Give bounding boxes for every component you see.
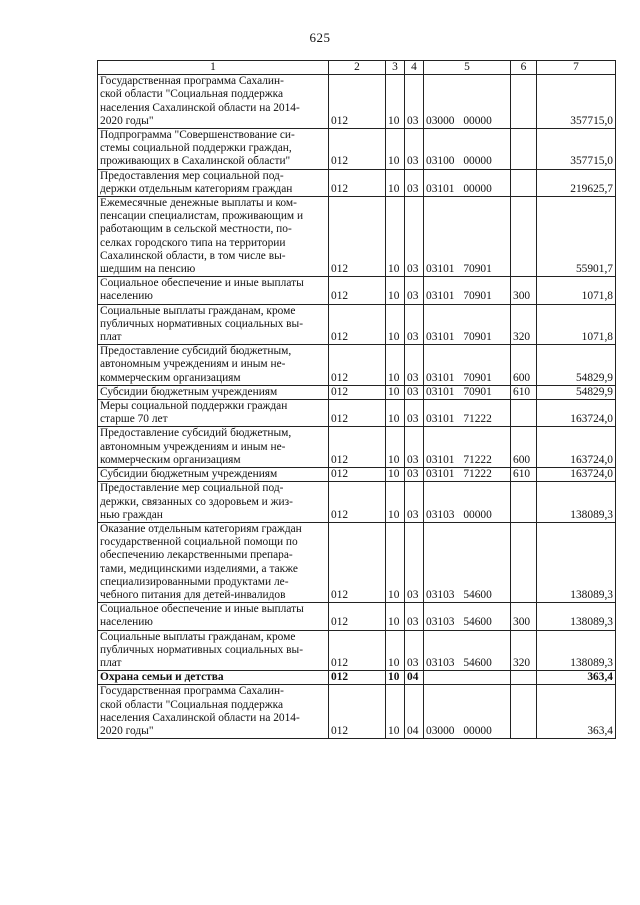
section-cell: 10: [386, 468, 405, 482]
target-article-cell: 03101 71222: [424, 400, 511, 427]
table-row: [98, 75, 616, 129]
section-cell: 10: [386, 482, 405, 523]
amount-cell: 363,4: [537, 671, 616, 685]
section-cell: 10: [386, 75, 405, 129]
amount-cell: 357715,0: [537, 129, 616, 170]
header-col-5: 5: [424, 61, 511, 75]
subsection-cell: 03: [405, 385, 424, 399]
target-article-cell: 03101 70901: [424, 304, 511, 345]
table-row: [98, 522, 616, 602]
section-cell: 10: [386, 427, 405, 468]
subsection-cell: 03: [405, 169, 424, 196]
amount-cell: 219625,7: [537, 169, 616, 196]
ministry-code-cell: 012: [329, 169, 386, 196]
row-name-cell: Подпрограмма "Совершенствование си- стемы социальной поддержки граждан, проживающих в Сахалинской области": [98, 129, 329, 170]
header-col-7: 7: [537, 61, 616, 75]
subsection-cell: 03: [405, 75, 424, 129]
expense-type-cell: 600: [511, 427, 537, 468]
amount-cell: 138089,3: [537, 522, 616, 602]
header-col-6: 6: [511, 61, 537, 75]
amount-cell: 1071,8: [537, 304, 616, 345]
table-row: [98, 304, 616, 345]
target-article-cell: 03103 54600: [424, 630, 511, 671]
row-name-cell: Оказание отдельным категориям граждан государственной социальной помощи по обеспечению лекарственными препара- тами, медицинскими изделиями, а также специализированными продуктами ле- чебного питания для детей-инвалидов: [98, 522, 329, 602]
target-article-cell: [424, 671, 511, 685]
section-cell: 10: [386, 603, 405, 630]
subsection-cell: 04: [405, 685, 424, 739]
header-col-4: 4: [405, 61, 424, 75]
target-article-cell: 03101 70901: [424, 197, 511, 277]
row-name-cell: Охрана семьи и детства: [98, 671, 329, 685]
target-article-cell: 03103 00000: [424, 482, 511, 523]
target-article-cell: 03101 71222: [424, 427, 511, 468]
subsection-cell: 03: [405, 129, 424, 170]
section-cell: 10: [386, 385, 405, 399]
amount-cell: 54829,9: [537, 345, 616, 386]
amount-cell: 163724,0: [537, 427, 616, 468]
table-row: [98, 685, 616, 739]
amount-cell: 138089,3: [537, 630, 616, 671]
table-row: [98, 427, 616, 468]
row-name-cell: Социальные выплаты гражданам, кроме публичных нормативных социальных вы- плат: [98, 630, 329, 671]
budget-table: [97, 60, 616, 739]
expense-type-cell: [511, 671, 537, 685]
row-name-cell: Социальное обеспечение и иные выплаты населению: [98, 277, 329, 304]
target-article-cell: 03101 70901: [424, 277, 511, 304]
section-cell: 10: [386, 345, 405, 386]
expense-type-cell: 300: [511, 277, 537, 304]
target-article-cell: 03100 00000: [424, 129, 511, 170]
amount-cell: 363,4: [537, 685, 616, 739]
ministry-code-cell: 012: [329, 468, 386, 482]
amount-cell: 55901,7: [537, 197, 616, 277]
ministry-code-cell: 012: [329, 482, 386, 523]
table-row: [98, 482, 616, 523]
subsection-cell: 03: [405, 482, 424, 523]
ministry-code-cell: 012: [329, 427, 386, 468]
row-name-cell: Предоставление мер социальной под- держки, связанных со здоровьем и жиз- нью граждан: [98, 482, 329, 523]
header-col-1: 1: [98, 61, 329, 75]
target-article-cell: 03101 70901: [424, 385, 511, 399]
row-name-cell: Предоставление субсидий бюджетным, автономным учреждениям и иным не- коммерческим организациям: [98, 345, 329, 386]
expense-type-cell: 600: [511, 345, 537, 386]
expense-type-cell: 300: [511, 603, 537, 630]
expense-type-cell: [511, 400, 537, 427]
target-article-cell: 03103 54600: [424, 522, 511, 602]
amount-cell: 138089,3: [537, 482, 616, 523]
row-name-cell: Меры социальной поддержки граждан старше 70 лет: [98, 400, 329, 427]
header-col-3: 3: [386, 61, 405, 75]
section-cell: 10: [386, 197, 405, 277]
ministry-code-cell: 012: [329, 385, 386, 399]
header-col-2: 2: [329, 61, 386, 75]
expense-type-cell: [511, 75, 537, 129]
ministry-code-cell: 012: [329, 197, 386, 277]
table-row: [98, 277, 616, 304]
amount-cell: 1071,8: [537, 277, 616, 304]
subsection-cell: 03: [405, 197, 424, 277]
subsection-cell: 04: [405, 671, 424, 685]
section-cell: 10: [386, 277, 405, 304]
ministry-code-cell: 012: [329, 685, 386, 739]
table-row: [98, 169, 616, 196]
amount-cell: 357715,0: [537, 75, 616, 129]
expense-type-cell: [511, 197, 537, 277]
ministry-code-cell: 012: [329, 129, 386, 170]
row-name-cell: Социальное обеспечение и иные выплаты населению: [98, 603, 329, 630]
table-row: [98, 630, 616, 671]
target-article-cell: 03000 00000: [424, 685, 511, 739]
target-article-cell: 03103 54600: [424, 603, 511, 630]
ministry-code-cell: 012: [329, 345, 386, 386]
expense-type-cell: 610: [511, 468, 537, 482]
ministry-code-cell: 012: [329, 603, 386, 630]
header-row: [98, 61, 616, 75]
row-name-cell: Предоставление субсидий бюджетным, автономным учреждениям и иным не- коммерческим организациям: [98, 427, 329, 468]
subsection-cell: 03: [405, 630, 424, 671]
expense-type-cell: [511, 129, 537, 170]
ministry-code-cell: 012: [329, 522, 386, 602]
row-name-cell: Субсидии бюджетным учреждениям: [98, 468, 329, 482]
page-number: 625: [309, 30, 331, 45]
table-row: [98, 385, 616, 399]
expense-type-cell: [511, 169, 537, 196]
section-cell: 10: [386, 129, 405, 170]
subsection-cell: 03: [405, 468, 424, 482]
row-name-cell: Субсидии бюджетным учреждениям: [98, 385, 329, 399]
amount-cell: 54829,9: [537, 385, 616, 399]
amount-cell: 163724,0: [537, 400, 616, 427]
table-row: [98, 197, 616, 277]
ministry-code-cell: 012: [329, 75, 386, 129]
table-row: [98, 603, 616, 630]
expense-type-cell: [511, 482, 537, 523]
amount-cell: 138089,3: [537, 603, 616, 630]
section-cell: 10: [386, 630, 405, 671]
subsection-cell: 03: [405, 427, 424, 468]
ministry-code-cell: 012: [329, 277, 386, 304]
target-article-cell: 03101 71222: [424, 468, 511, 482]
table-row: [98, 129, 616, 170]
subsection-cell: 03: [405, 603, 424, 630]
subsection-cell: 03: [405, 304, 424, 345]
row-name-cell: Социальные выплаты гражданам, кроме публичных нормативных социальных вы- плат: [98, 304, 329, 345]
ministry-code-cell: 012: [329, 304, 386, 345]
row-name-cell: Государственная программа Сахалин- ской области "Социальная поддержка населения Сахалинской области на 2014- 2020 годы": [98, 75, 329, 129]
expense-type-cell: 610: [511, 385, 537, 399]
table-row: [98, 468, 616, 482]
row-name-cell: Государственная программа Сахалин- ской области "Социальная поддержка населения Сахалинской области на 2014- 2020 годы": [98, 685, 329, 739]
target-article-cell: 03101 70901: [424, 345, 511, 386]
subsection-cell: 03: [405, 277, 424, 304]
table-row: [98, 671, 616, 685]
expense-type-cell: 320: [511, 304, 537, 345]
expense-type-cell: [511, 685, 537, 739]
ministry-code-cell: 012: [329, 400, 386, 427]
expense-type-cell: [511, 522, 537, 602]
expense-type-cell: 320: [511, 630, 537, 671]
ministry-code-cell: 012: [329, 671, 386, 685]
amount-cell: 163724,0: [537, 468, 616, 482]
table-row: [98, 400, 616, 427]
section-cell: 10: [386, 304, 405, 345]
section-cell: 10: [386, 685, 405, 739]
ministry-code-cell: 012: [329, 630, 386, 671]
section-cell: 10: [386, 400, 405, 427]
subsection-cell: 03: [405, 522, 424, 602]
subsection-cell: 03: [405, 400, 424, 427]
section-cell: 10: [386, 671, 405, 685]
target-article-cell: 03101 00000: [424, 169, 511, 196]
row-name-cell: Предоставления мер социальной под- держки отдельным категориям граждан: [98, 169, 329, 196]
section-cell: 10: [386, 169, 405, 196]
table-row: [98, 345, 616, 386]
target-article-cell: 03000 00000: [424, 75, 511, 129]
row-name-cell: Ежемесячные денежные выплаты и ком- пенсации специалистам, проживающим и работающим в сельской местности, по- селках городского типа на территории Сахалинской области, в том числе вы- шедшим на пенсию: [98, 197, 329, 277]
subsection-cell: 03: [405, 345, 424, 386]
section-cell: 10: [386, 522, 405, 602]
